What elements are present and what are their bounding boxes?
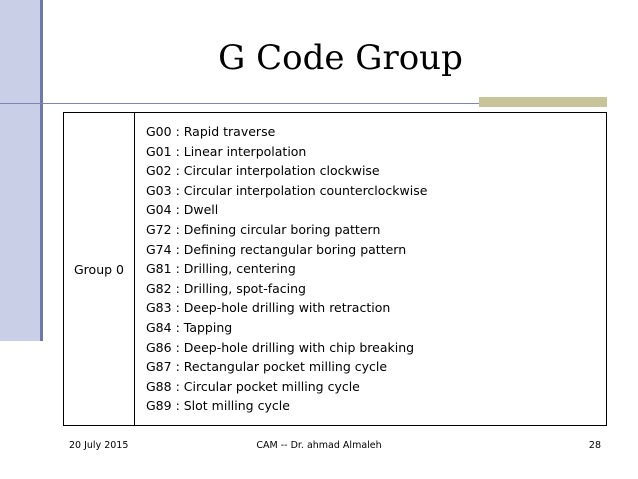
code-line: G87 : Rectangular pocket milling cycle bbox=[146, 359, 388, 375]
code-line: G88 : Circular pocket milling cycle bbox=[146, 378, 360, 394]
code-line: G00 : Rapid traverse bbox=[146, 124, 276, 140]
footer-page-number: 28 bbox=[588, 440, 601, 451]
code-line: G03 : Circular interpolation counterclockwise bbox=[146, 182, 428, 198]
code-line: G72 : Defining circular boring pattern bbox=[146, 222, 381, 238]
footer-author: CAM -- Dr. ahmad Almaleh bbox=[256, 440, 382, 451]
footer-date: 20 July 2015 bbox=[69, 440, 129, 451]
code-line: G01 : Linear interpolation bbox=[146, 143, 307, 159]
side-decoration-bar bbox=[0, 0, 42, 341]
group-label-cell: Group 0 bbox=[64, 113, 135, 426]
code-line: G04 : Dwell bbox=[146, 202, 219, 218]
g-code-table bbox=[63, 112, 607, 426]
code-line: G74 : Defining rectangular boring pattern bbox=[146, 241, 407, 257]
code-line: G83 : Deep-hole drilling with retraction bbox=[146, 300, 391, 316]
code-line: G02 : Circular interpolation clockwise bbox=[146, 163, 380, 179]
table-row bbox=[64, 113, 607, 426]
code-line: G89 : Slot milling cycle bbox=[146, 398, 290, 414]
code-line: G81 : Drilling, centering bbox=[146, 261, 296, 277]
code-line: G82 : Drilling, spot-facing bbox=[146, 280, 306, 296]
codes-cell bbox=[135, 113, 607, 426]
code-line: G86 : Deep-hole drilling with chip breaking bbox=[146, 339, 415, 355]
slide-title: G Code Group bbox=[218, 38, 463, 78]
code-line: G84 : Tapping bbox=[146, 319, 233, 335]
accent-block bbox=[479, 97, 607, 107]
